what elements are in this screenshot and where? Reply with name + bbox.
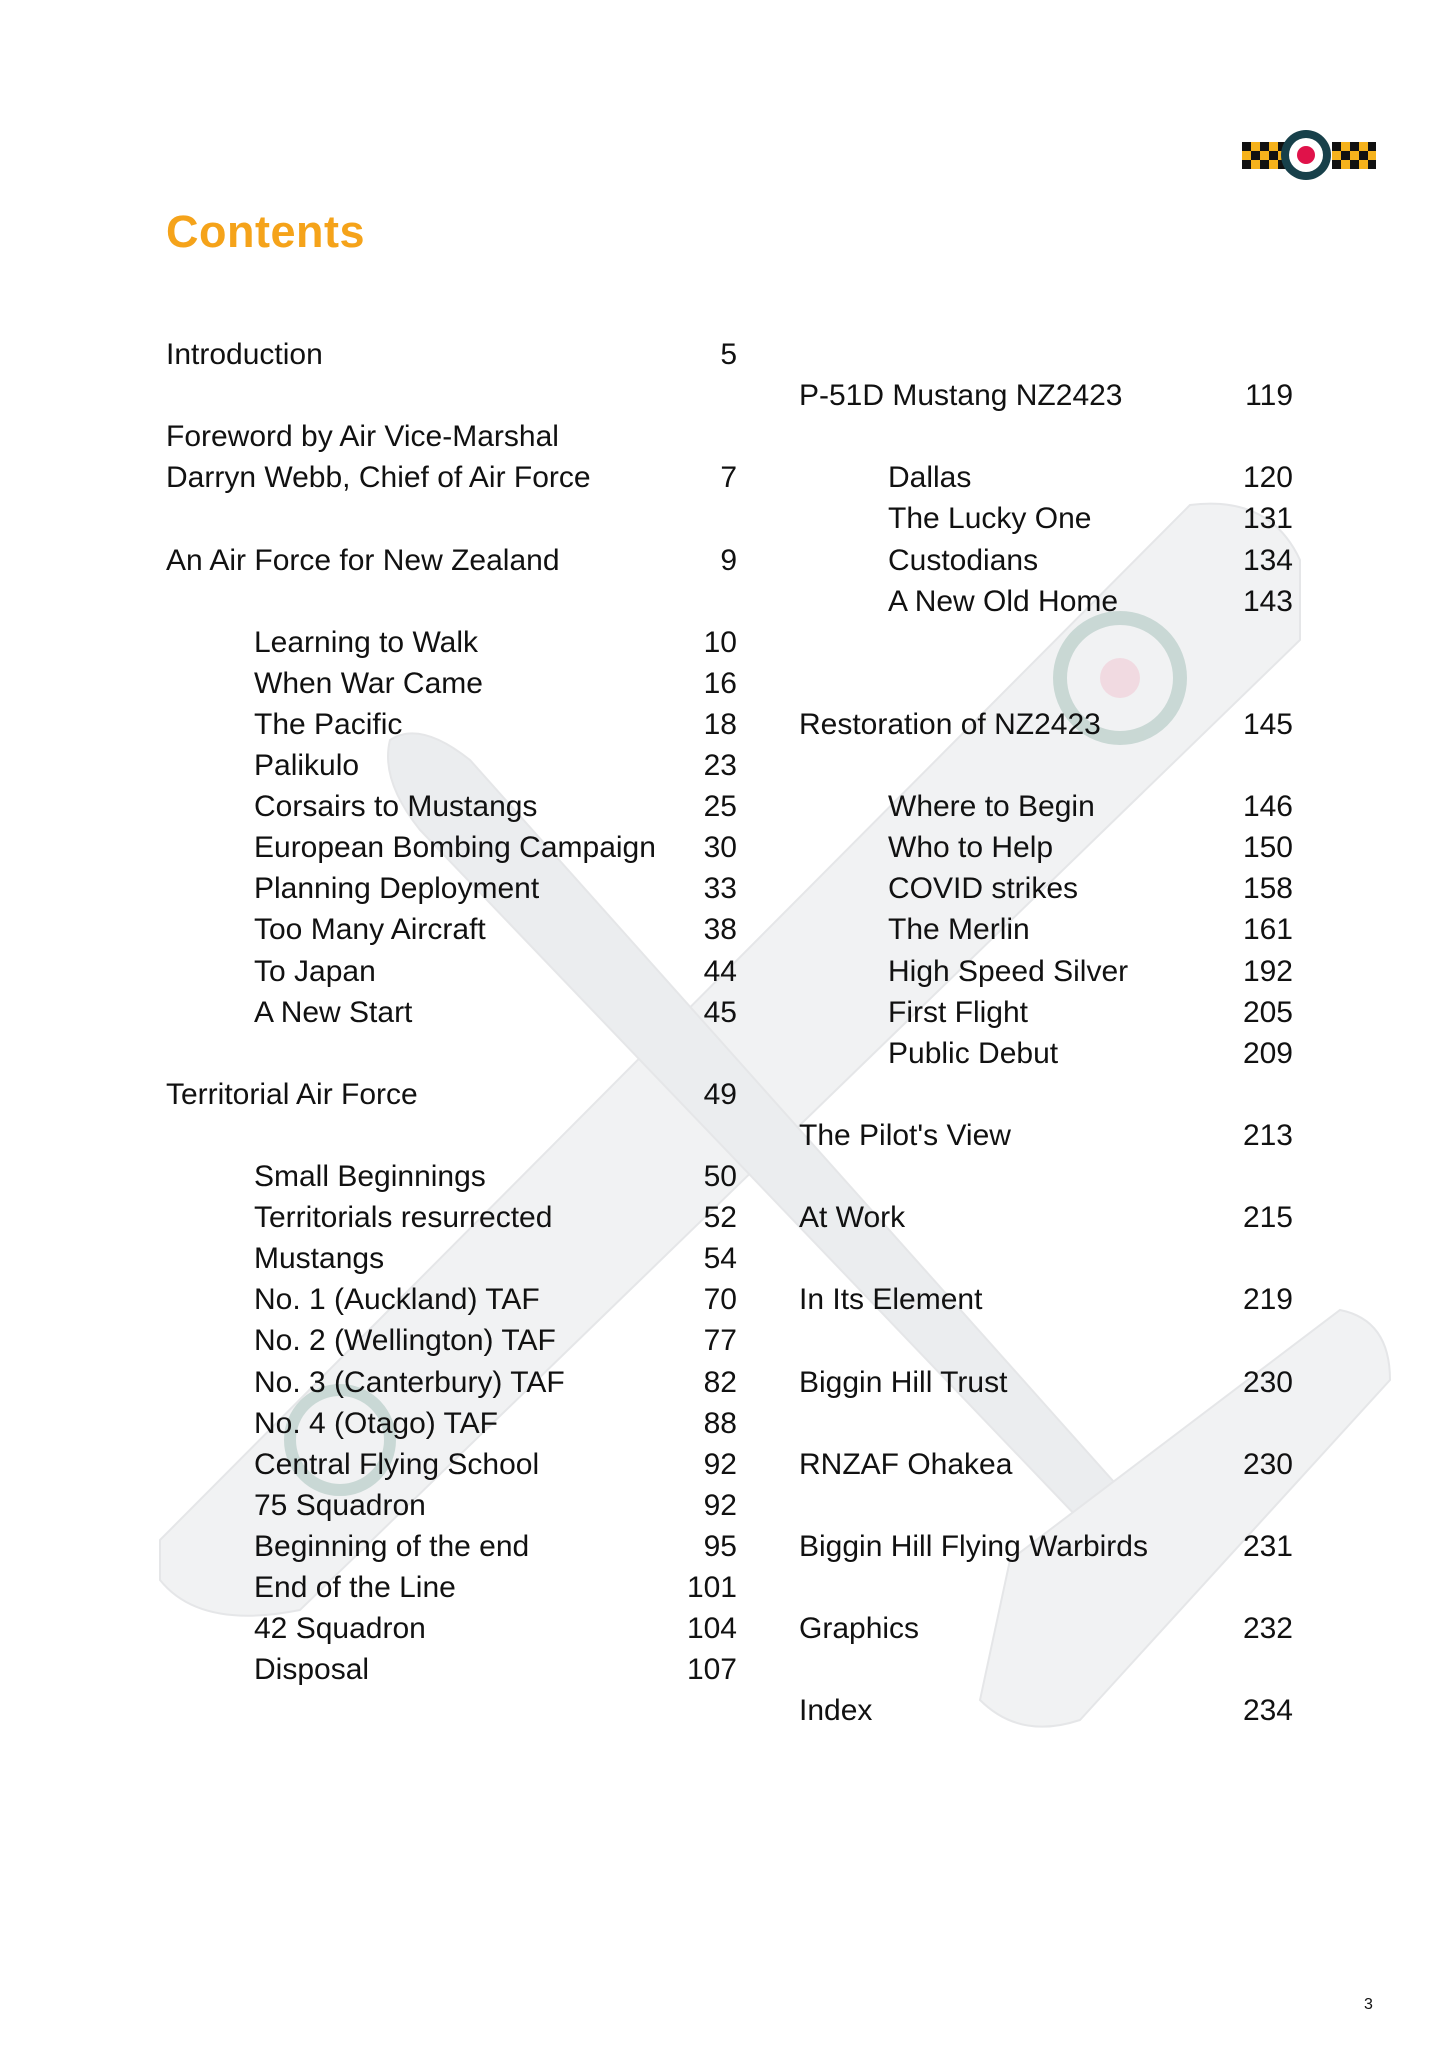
toc-entry-page: 134 — [1242, 543, 1293, 577]
toc-entry-title[interactable]: Dallas — [888, 461, 972, 495]
toc-entry-page: 50 — [703, 1160, 737, 1193]
toc-entry-title[interactable]: A New Old Home — [888, 584, 1119, 618]
toc-entry-title[interactable]: Corsairs to Mustangs — [254, 790, 538, 824]
roundel-checker-logo-icon — [1236, 126, 1376, 184]
toc-entry-page: 158 — [1242, 872, 1293, 906]
toc-entry-page: 150 — [1242, 831, 1293, 865]
toc-entry-page: 205 — [1242, 995, 1293, 1029]
toc-entry-page: 30 — [703, 831, 737, 865]
toc-entry-title[interactable]: A New Start — [254, 995, 413, 1029]
toc-entry-title[interactable]: An Air Force for New Zealand — [166, 543, 560, 577]
page-number: 3 — [1364, 1996, 1373, 2013]
toc-entry-title[interactable]: No. 1 (Auckland) TAF — [254, 1283, 540, 1317]
toc-entry-title[interactable]: Mustangs — [254, 1242, 385, 1276]
toc-entry-page: 95 — [703, 1529, 737, 1563]
toc-entry-title[interactable]: Public Debut — [888, 1036, 1059, 1070]
toc-entry-page: 104 — [686, 1612, 737, 1646]
toc-entry-title[interactable]: European Bombing Campaign — [254, 831, 656, 865]
toc-entry-title[interactable]: High Speed Silver — [888, 954, 1129, 988]
toc-entry-title[interactable]: Palikulo — [254, 749, 360, 782]
toc-entry-title[interactable]: Small Beginnings — [254, 1160, 486, 1193]
toc-entry-title[interactable]: Graphics — [799, 1612, 920, 1646]
toc-entry-page: 209 — [1242, 1036, 1293, 1070]
toc-entry-title[interactable]: No. 3 (Canterbury) TAF — [254, 1365, 565, 1399]
toc-entry-page: 107 — [686, 1653, 737, 1687]
toc-entry-page: 143 — [1242, 584, 1293, 618]
toc-entry-title[interactable]: Central Flying School — [254, 1447, 540, 1481]
toc-entry-page: 52 — [703, 1201, 737, 1235]
toc-entry-page: 213 — [1242, 1118, 1293, 1152]
toc-entry-title[interactable]: The Pilot's View — [799, 1118, 1011, 1152]
toc-entry-title[interactable]: 75 Squadron — [254, 1488, 426, 1522]
toc-entry-page: 38 — [703, 913, 737, 947]
toc-entry-title[interactable]: Index — [799, 1694, 873, 1728]
toc-entry-page: 70 — [703, 1283, 737, 1317]
toc-entry-title[interactable]: No. 4 (Otago) TAF — [254, 1406, 498, 1440]
toc-entry-page: 33 — [703, 872, 737, 906]
toc-entry-title[interactable]: Custodians — [888, 543, 1039, 577]
toc-entry-page: 161 — [1242, 913, 1293, 947]
toc-entry-title[interactable]: 42 Squadron — [254, 1612, 426, 1646]
toc-entry-page: 92 — [703, 1488, 737, 1522]
toc-entry-title[interactable]: To Japan — [254, 954, 376, 988]
toc-entry-page: 49 — [703, 1077, 737, 1111]
toc-entry-title[interactable]: Disposal — [254, 1653, 370, 1687]
toc-entry-page: 230 — [1242, 1447, 1293, 1481]
toc-entry-title[interactable]: Biggin Hill Flying Warbirds — [799, 1529, 1148, 1563]
toc-entry-page: 219 — [1242, 1283, 1293, 1317]
toc-entry-title[interactable]: When War Came — [254, 666, 483, 700]
toc-entry-page: 231 — [1242, 1529, 1293, 1563]
toc-entry-title[interactable]: Planning Deployment — [254, 872, 540, 906]
toc-entry-page: 101 — [686, 1571, 737, 1604]
toc-entry-page: 119 — [1245, 379, 1293, 413]
toc-entry-title[interactable]: End of the Line — [254, 1571, 456, 1604]
toc-entry-title[interactable]: The Lucky One — [888, 502, 1092, 536]
toc-entry-title[interactable]: Who to Help — [888, 831, 1054, 865]
toc-entry-page: 54 — [703, 1242, 737, 1276]
toc-entry-page: 232 — [1242, 1612, 1293, 1646]
toc-entry-title[interactable]: Learning to Walk — [254, 625, 479, 659]
toc-entry-title[interactable]: First Flight — [888, 995, 1029, 1029]
toc-entry-page: 192 — [1242, 954, 1293, 988]
toc-entry-page: 18 — [703, 707, 737, 741]
toc-entry-title[interactable]: Restoration of NZ2423 — [799, 707, 1101, 741]
toc-entry-page: 92 — [703, 1447, 737, 1481]
toc-entry-title[interactable]: The Pacific — [254, 707, 403, 741]
toc-entry-page: 88 — [703, 1406, 737, 1440]
toc-entry-page: 9 — [720, 543, 737, 577]
toc-entry-page: 215 — [1242, 1201, 1293, 1235]
toc-entry-page: 10 — [703, 625, 737, 659]
toc-entry-page: 146 — [1242, 790, 1293, 824]
toc-entry-title[interactable]: RNZAF Ohakea — [799, 1447, 1013, 1481]
toc-entry-title[interactable]: P-51D Mustang NZ2423 — [799, 379, 1123, 413]
toc-entry-page: 23 — [703, 749, 737, 782]
toc-entry-page: 5 — [720, 338, 737, 371]
toc-entry-title[interactable]: Introduction — [166, 338, 323, 371]
toc-entry-page: 120 — [1242, 461, 1293, 495]
toc-entry-page: 230 — [1242, 1365, 1293, 1399]
toc-entry-page: 145 — [1242, 707, 1293, 741]
toc-entry-title[interactable]: At Work — [799, 1201, 906, 1235]
toc-entry-page: 7 — [720, 461, 737, 495]
toc-entry-title[interactable]: Biggin Hill Trust — [799, 1365, 1008, 1399]
toc-entry-title[interactable]: Where to Begin — [888, 790, 1095, 824]
toc-entry-page: 77 — [703, 1324, 737, 1358]
toc-entry-title[interactable]: The Merlin — [888, 913, 1030, 947]
toc-entry-page: 45 — [703, 995, 737, 1029]
toc-entry-title[interactable]: Too Many Aircraft — [254, 913, 486, 947]
toc-entry-title[interactable]: Territorials resurrected — [254, 1201, 553, 1235]
toc-entry-title[interactable]: Beginning of the end — [254, 1529, 530, 1563]
toc-entry-title[interactable]: Darryn Webb, Chief of Air Force — [166, 461, 591, 495]
toc-entry-page: 131 — [1242, 502, 1293, 536]
toc-entry-page: 234 — [1242, 1694, 1293, 1728]
toc-entry-title[interactable]: Territorial Air Force — [166, 1077, 418, 1111]
page-title: Contents — [166, 206, 365, 257]
toc-entry-page: 44 — [703, 954, 737, 988]
toc-entry-title[interactable]: No. 2 (Wellington) TAF — [254, 1324, 556, 1358]
toc-entry-title[interactable]: Foreword by Air Vice-Marshal — [166, 420, 559, 454]
toc-entry-page: 16 — [703, 666, 737, 700]
toc-entry-title[interactable]: In Its Element — [799, 1283, 983, 1317]
toc-entry-page: 82 — [703, 1365, 737, 1399]
toc-entry-page: 25 — [703, 790, 737, 824]
toc-entry-title[interactable]: COVID strikes — [888, 872, 1079, 906]
